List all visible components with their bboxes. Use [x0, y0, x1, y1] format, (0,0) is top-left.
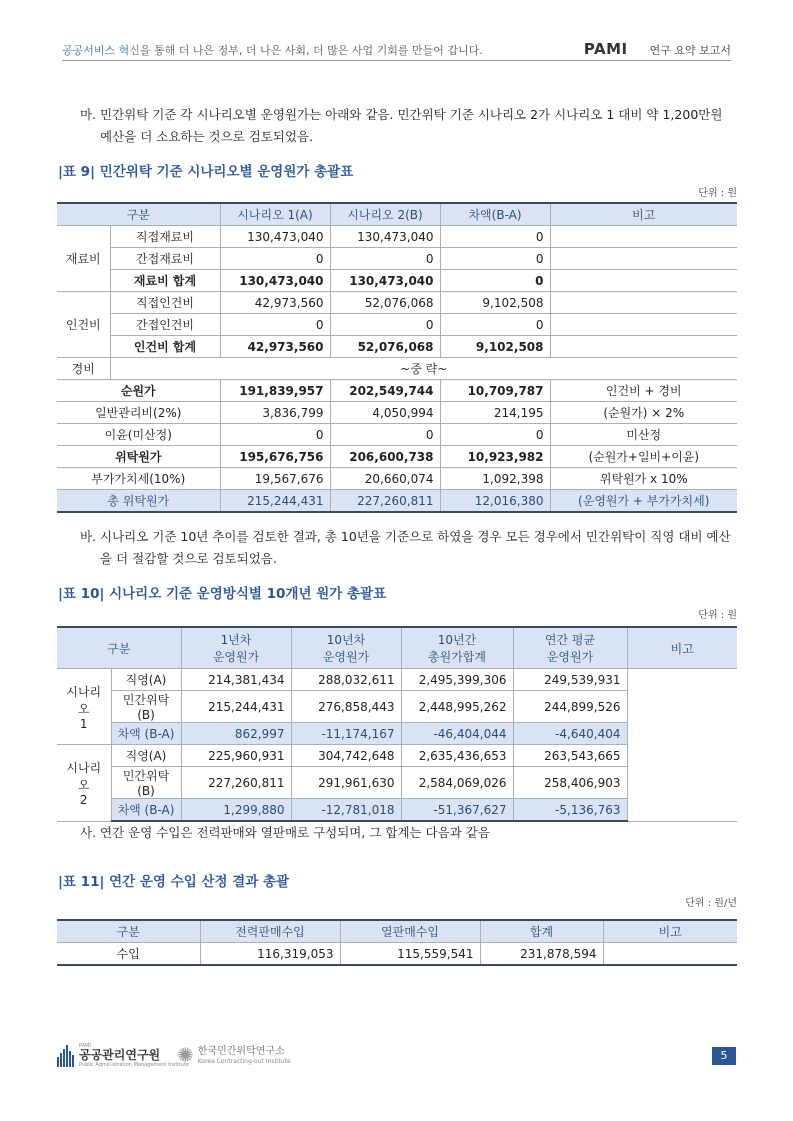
header-line: 운영원가 — [546, 650, 594, 664]
row-label: 수입 — [57, 943, 200, 966]
cell-value: 258,406,903 — [513, 767, 627, 799]
table-header-cell — [401, 627, 513, 669]
row-group-label — [57, 745, 111, 822]
row-group-label: 재료비 — [57, 226, 110, 292]
table-row — [57, 314, 737, 336]
cell-value: 9,102,508 — [440, 336, 550, 358]
cell-value: 202,549,744 — [330, 380, 440, 402]
row-label: 차액 (B-A) — [111, 799, 181, 822]
table-header-cell: 차액(B-A) — [440, 203, 550, 226]
cell-note — [550, 314, 737, 336]
paragraph-text: 연간 운영 수입은 전력판매와 열판매로 구성되며, 그 합계는 다음과 같음 — [100, 825, 490, 840]
table-header-cell: 시나리오 2(B) — [330, 203, 440, 226]
cell-value: 9,102,508 — [440, 292, 550, 314]
table-row — [57, 402, 737, 424]
group-label-line: 1 — [79, 716, 88, 731]
cell-note: 미산정 — [550, 424, 737, 446]
paragraph-text: 예산을 더 소요하는 것으로 검토되었음. — [100, 129, 314, 144]
header-doc-info — [584, 40, 731, 58]
cell-value: 291,961,630 — [291, 767, 401, 799]
cell-note — [550, 292, 737, 314]
table-header-cell — [181, 627, 291, 669]
cell-note: (순원가) × 2% — [550, 402, 737, 424]
table-header-cell: 전력판매수입 — [200, 920, 340, 943]
table-header-cell: 열판매수입 — [340, 920, 480, 943]
table-row — [57, 943, 737, 966]
row-label: 인건비 합계 — [110, 336, 220, 358]
cell-value: 0 — [330, 424, 440, 446]
cell-value: 276,858,443 — [291, 691, 401, 723]
row-group-label — [57, 669, 111, 745]
cell-value: 0 — [220, 248, 330, 270]
cell-value: 20,660,074 — [330, 468, 440, 490]
cell-note: (순원가+일비+이윤) — [550, 446, 737, 468]
cell-value: 2,495,399,306 — [401, 669, 513, 691]
cell-value: 1,299,880 — [181, 799, 291, 822]
header-doc-title: 연구 요약 보고서 — [649, 44, 731, 57]
table9 — [57, 202, 737, 513]
table10-unit: 단위 : 원 — [698, 610, 737, 621]
table-row — [57, 669, 737, 691]
table-row — [57, 424, 737, 446]
cell-note — [603, 943, 737, 966]
cell-note: 위탁원가 x 10% — [550, 468, 737, 490]
cell-value: 130,473,040 — [220, 226, 330, 248]
row-group-label: 경비 — [57, 358, 110, 380]
header-slogan-accent: 공공서비스 혁신 — [62, 44, 140, 57]
cell-value: -4,640,404 — [513, 723, 627, 745]
table-header-cell: 비고 — [627, 627, 737, 669]
cell-value: 115,559,541 — [340, 943, 480, 966]
table-header-cell — [513, 627, 627, 669]
cell-note — [550, 226, 737, 248]
table-row — [57, 248, 737, 270]
paragraph-label: 바. — [80, 529, 97, 544]
row-group-label: 인건비 — [57, 292, 110, 358]
cell-value: 1,092,398 — [440, 468, 550, 490]
table-header-cell — [291, 627, 401, 669]
table-header-cell: 비고 — [550, 203, 737, 226]
cell-value: 0 — [440, 270, 550, 292]
cell-value: 0 — [440, 314, 550, 336]
header-line: 총원가합계 — [428, 650, 486, 664]
table10 — [57, 626, 737, 822]
cell-value: 2,584,069,026 — [401, 767, 513, 799]
cell-value: 130,473,040 — [220, 270, 330, 292]
cell-note — [550, 336, 737, 358]
header-line: 운영원가 — [322, 650, 370, 664]
cell-value: 0 — [220, 424, 330, 446]
paragraph-sa — [80, 822, 740, 844]
cell-value: 0 — [440, 226, 550, 248]
cell-value: 19,567,676 — [220, 468, 330, 490]
cell-value: 862,997 — [181, 723, 291, 745]
paragraph-label: 사. — [80, 825, 97, 840]
table-header-cell: 구분 — [57, 627, 181, 669]
cell-value: 4,050,994 — [330, 402, 440, 424]
cell-value: 2,448,995,262 — [401, 691, 513, 723]
table-row-omitted — [57, 358, 737, 380]
cell-value: 195,676,756 — [220, 446, 330, 468]
cell-value: 0 — [440, 424, 550, 446]
page-number: 5 — [712, 1047, 736, 1065]
cell-value: 225,960,931 — [181, 745, 291, 767]
row-label: 직영(A) — [111, 669, 181, 691]
cell-value: 10,923,982 — [440, 446, 550, 468]
table-row-total — [57, 490, 737, 513]
cell-value: 249,539,931 — [513, 669, 627, 691]
table-row — [57, 226, 737, 248]
cell-value: -5,136,763 — [513, 799, 627, 822]
row-label: 일반관리비(2%) — [57, 402, 220, 424]
row-label: 민간위탁(B) — [111, 691, 181, 723]
cell-value: -12,781,018 — [291, 799, 401, 822]
cell-value: 304,742,648 — [291, 745, 401, 767]
header-slogan — [62, 42, 483, 58]
cell-value: 42,973,560 — [220, 336, 330, 358]
paragraph-ba — [80, 526, 740, 570]
cell-note — [550, 248, 737, 270]
cell-note — [627, 669, 737, 822]
table-row — [57, 336, 737, 358]
header-line: 1년차 — [220, 633, 252, 647]
logo-name: 한국민간위탁연구소 — [197, 1045, 285, 1057]
cell-value: 0 — [330, 248, 440, 270]
row-label: 부가가치세(10%) — [57, 468, 220, 490]
cell-value: 52,076,068 — [330, 336, 440, 358]
row-label: 총 위탁원가 — [57, 490, 220, 513]
cell-value: 244,899,526 — [513, 691, 627, 723]
logo-name: 공공관리연구원 — [79, 1048, 161, 1062]
row-label: 간접인건비 — [110, 314, 220, 336]
cell-value: 0 — [440, 248, 550, 270]
table11 — [57, 919, 737, 966]
cell-value: 42,973,560 — [220, 292, 330, 314]
cell-value: 130,473,040 — [330, 226, 440, 248]
table11-unit: 단위 : 원/년 — [685, 898, 737, 909]
cell-value: 3,836,799 — [220, 402, 330, 424]
cell-value: 227,260,811 — [330, 490, 440, 513]
cell-value: 2,635,436,653 — [401, 745, 513, 767]
group-label-line: 시나리오 — [66, 684, 102, 716]
cell-value: 214,381,434 — [181, 669, 291, 691]
paragraph-ma — [80, 104, 740, 148]
table10-title: |표 10| 시나리오 기준 운영방식별 10개년 원가 총괄표 — [58, 586, 387, 602]
cell-value: 288,032,611 — [291, 669, 401, 691]
logo-subtitle: Public Administration Management Institute — [79, 1062, 189, 1068]
table-header-cell: 합계 — [480, 920, 603, 943]
cell-value: 214,195 — [440, 402, 550, 424]
table-row — [57, 292, 737, 314]
pami-logo — [57, 1043, 189, 1068]
logo-subtitle: Korea Contracting-out Institute — [197, 1057, 291, 1065]
omitted-note: ~중 략~ — [110, 358, 737, 380]
cell-value: 12,016,380 — [440, 490, 550, 513]
group-label-line: 시나리오 — [66, 760, 102, 792]
row-label: 직접인건비 — [110, 292, 220, 314]
logo-small-text: PAMI — [79, 1043, 91, 1049]
row-label: 차액 (B-A) — [111, 723, 181, 745]
cell-value: 227,260,811 — [181, 767, 291, 799]
star-icon: ✺ — [177, 1043, 194, 1067]
row-label: 직영(A) — [111, 745, 181, 767]
cell-value: 191,839,957 — [220, 380, 330, 402]
header-line: 연간 평균 — [544, 633, 596, 647]
row-label: 직접재료비 — [110, 226, 220, 248]
cell-value: 215,244,431 — [181, 691, 291, 723]
table-header-cell: 구분 — [57, 920, 200, 943]
header-line: 10년차 — [326, 633, 366, 647]
cell-value: 130,473,040 — [330, 270, 440, 292]
cell-value: 116,319,053 — [200, 943, 340, 966]
cell-value: 263,543,665 — [513, 745, 627, 767]
row-label: 민간위탁(B) — [111, 767, 181, 799]
header-line: 운영원가 — [212, 650, 260, 664]
cell-value: 0 — [330, 314, 440, 336]
header-slogan-rest: 을 통해 더 나은 정부, 더 나은 사회, 더 많은 사업 기회를 만들어 갑니다. — [139, 44, 483, 57]
cell-value: 52,076,068 — [330, 292, 440, 314]
page-header — [62, 40, 731, 61]
table-row — [57, 468, 737, 490]
cell-value: 206,600,738 — [330, 446, 440, 468]
row-label: 이윤(미산정) — [57, 424, 220, 446]
group-label-line: 2 — [79, 792, 88, 807]
row-label: 순원가 — [57, 380, 220, 402]
header-line: 10년간 — [437, 633, 477, 647]
table9-title: |표 9| 민간위탁 기준 시나리오별 운영원가 총괄표 — [58, 164, 354, 180]
paragraph-text: 시나리오 기준 10년 추이를 검토한 결과, 총 10년을 기준으로 하였을 경우 모든 경우에서 민간위탁이 직영 대비 예산 — [100, 529, 731, 544]
row-label: 간접재료비 — [110, 248, 220, 270]
cell-value: 0 — [220, 314, 330, 336]
table-header-cell: 시나리오 1(A) — [220, 203, 330, 226]
cell-note — [550, 270, 737, 292]
cell-note: 인건비 + 경비 — [550, 380, 737, 402]
row-label: 재료비 합계 — [110, 270, 220, 292]
paragraph-text: 을 더 절감할 것으로 검토되었음. — [100, 551, 277, 566]
cell-value: -11,174,167 — [291, 723, 401, 745]
table-row — [57, 270, 737, 292]
row-label: 위탁원가 — [57, 446, 220, 468]
cell-value: 215,244,431 — [220, 490, 330, 513]
bars-icon — [57, 1045, 74, 1067]
table-row — [57, 446, 737, 468]
cell-value: 231,878,594 — [480, 943, 603, 966]
table-row — [57, 380, 737, 402]
header-brand: PAMI — [583, 40, 628, 58]
cell-value: -46,404,044 — [401, 723, 513, 745]
kci-logo — [177, 1043, 291, 1067]
table9-unit: 단위 : 원 — [698, 188, 737, 199]
table-header-cell: 구분 — [57, 203, 220, 226]
cell-note: (운영원가 + 부가가치세) — [550, 490, 737, 513]
table-header-cell: 비고 — [603, 920, 737, 943]
page-footer — [57, 1043, 736, 1071]
paragraph-text: 민간위탁 기준 각 시나리오별 운영원가는 아래와 같음. 민간위탁 기준 시나리오 2가 시나리오 1 대비 약 1,200만원 — [100, 107, 723, 122]
cell-value: 10,709,787 — [440, 380, 550, 402]
table11-title: |표 11| 연간 운영 수입 산정 결과 총괄 — [58, 874, 290, 890]
paragraph-label: 마. — [80, 107, 97, 122]
cell-value: -51,367,627 — [401, 799, 513, 822]
